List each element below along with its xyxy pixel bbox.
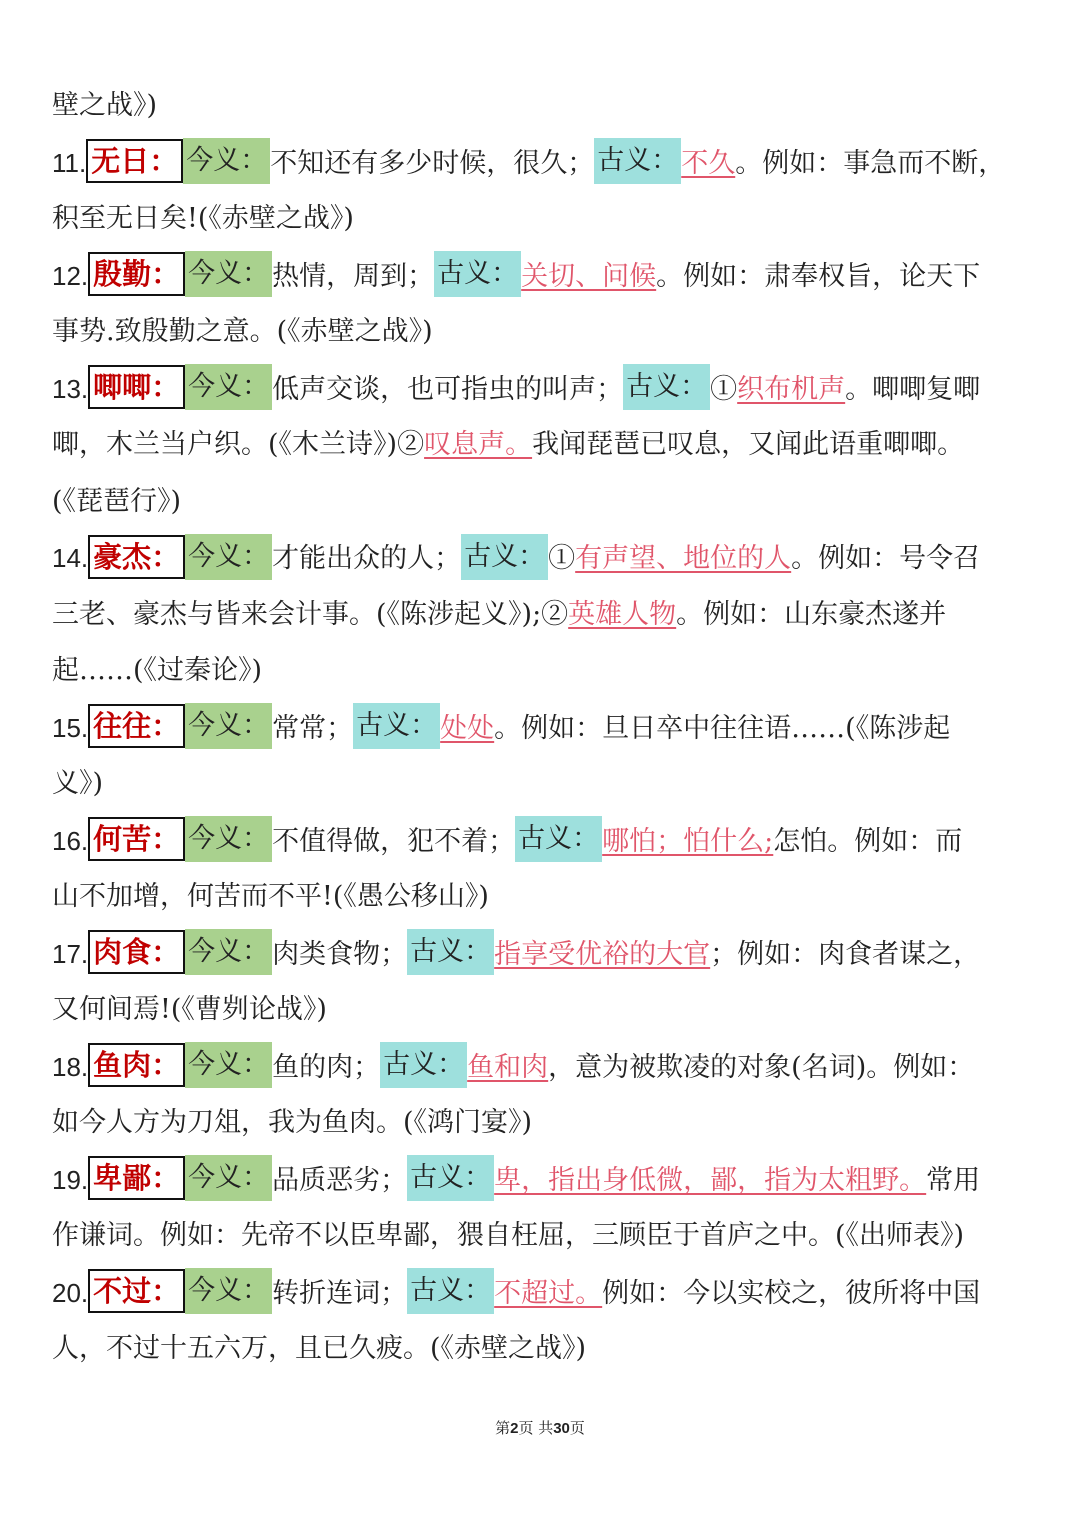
example-text: 。例如：山东豪杰遂并	[676, 598, 947, 630]
ancient-meaning-label: 古义：	[380, 1042, 467, 1088]
entry-20-line-1	[52, 1265, 1037, 1322]
modern-meaning-label: 今义：	[183, 138, 270, 184]
ancient-meaning-highlight: 指享受优裕的大官	[494, 938, 711, 970]
ancient-meaning-highlight: 织布机声	[737, 373, 846, 405]
modern-meaning-label: 今义：	[185, 364, 272, 410]
example-text: 常用	[926, 1164, 981, 1196]
modern-meaning-label: 今义：	[185, 1268, 272, 1314]
modern-meaning: 鱼的肉；	[272, 1051, 381, 1083]
entry-16-line-2: 山不加增，何苦而不平!(《愚公移山》)	[52, 881, 489, 912]
term-box: 鱼肉：	[88, 1043, 185, 1087]
ancient-meaning-highlight: 英雄人物	[568, 598, 677, 630]
ancient-meaning-highlight: 哪怕；怕什么;	[602, 825, 774, 857]
term-box: 何苦：	[88, 817, 185, 861]
ancient-meaning-highlight: 不超过。	[494, 1277, 603, 1309]
modern-meaning: 不值得做，犯不着；	[272, 825, 516, 857]
entry-number: 12.	[52, 260, 89, 291]
entry-number: 17.	[52, 938, 89, 969]
entry-14-line-2	[52, 587, 1037, 644]
entry-14-line-3: 起……(《过秦论》)	[52, 655, 263, 686]
modern-meaning-label: 今义：	[185, 251, 272, 297]
term-box: 唧唧：	[88, 365, 185, 409]
example-text: 。例如：旦日卒中往往语……(《陈涉起	[494, 712, 951, 744]
term-box: 往往：	[88, 704, 185, 748]
ancient-meaning-highlight: 关切、问候	[521, 260, 657, 292]
modern-meaning: 常常；	[272, 712, 354, 744]
ancient-meaning-prefix: ①	[710, 373, 738, 405]
entry-13-line-1	[52, 361, 1037, 418]
ancient-meaning-label: 古义：	[434, 251, 521, 297]
entry-number: 13.	[52, 373, 89, 404]
continuation-line: 壁之战》)	[52, 90, 158, 121]
term-box: 卑鄙：	[88, 1156, 185, 1200]
example-text: 。例如：号令召	[791, 543, 981, 574]
term-box: 无日：	[86, 139, 183, 183]
example-text: 例如：今以实校之，彼所将中国	[602, 1277, 981, 1309]
example-text: 。例如：事急而不断，	[735, 147, 1006, 179]
ancient-meaning-highlight: 卑，指出身低微，鄙，指为太粗野。	[494, 1164, 927, 1196]
ancient-meaning-label: 古义：	[407, 1155, 494, 1201]
modern-meaning: 肉类食物；	[272, 938, 408, 970]
entry-19-line-1	[52, 1152, 1037, 1209]
ancient-meaning-label: 古义：	[461, 534, 548, 580]
entry-14-line-1	[52, 530, 1037, 587]
entry-13-line-2	[52, 417, 1037, 474]
entry-18-line-2: 如今人方为刀俎，我为鱼肉。(《鸿门宴》)	[52, 1107, 533, 1138]
entry-11-line-2: 积至无日矣!(《赤壁之战》)	[52, 203, 354, 234]
entry-number: 18.	[52, 1051, 89, 1082]
modern-meaning-label: 今义：	[185, 1042, 272, 1088]
modern-meaning: 热情，周到；	[272, 260, 435, 292]
ancient-meaning-highlight: 不久	[681, 147, 736, 179]
example-text: 。例如：肃奉权旨，论天下	[656, 260, 981, 292]
modern-meaning-label: 今义：	[185, 816, 272, 862]
term-box: 殷勤：	[88, 252, 185, 296]
ancient-meaning-label: 古义：	[623, 364, 710, 410]
ancient-meaning-highlight: 鱼和肉	[467, 1051, 549, 1083]
document-body	[52, 78, 1037, 1378]
entry-number: 11.	[52, 147, 87, 178]
modern-meaning-label: 今义：	[185, 703, 272, 749]
modern-meaning-label: 今义：	[185, 1155, 272, 1201]
term-box: 豪杰：	[88, 535, 185, 579]
example-text: 唧，木兰当户织。(《木兰诗》)②	[52, 429, 425, 460]
entry-19-line-2: 作谦词。例如：先帝不以臣卑鄙，猥自枉屈，三顾臣于首庐之中。(《出师表》)	[52, 1220, 965, 1251]
entry-12-line-2: 事势.致殷勤之意。(《赤壁之战》)	[52, 316, 433, 347]
modern-meaning-label: 今义：	[185, 929, 272, 975]
entry-13-line-3: (《琵琶行》)	[52, 485, 182, 517]
entry-number: 14.	[52, 543, 89, 573]
example-text: 怎怕。例如：而	[773, 825, 963, 857]
ancient-meaning-highlight: 处处	[440, 712, 495, 744]
example-text: ；例如：肉食者谋之，	[710, 938, 981, 970]
ancient-meaning-label: 古义：	[515, 816, 602, 862]
entry-18-line-1	[52, 1039, 1037, 1096]
entry-15-line-1	[52, 700, 1037, 757]
ancient-meaning-highlight: 叹息声。	[424, 429, 533, 460]
entry-17-line-2: 又何间焉!(《曹刿论战》)	[52, 994, 327, 1025]
modern-meaning: 低声交谈，也可指虫的叫声；	[272, 373, 624, 405]
ancient-meaning-label: 古义：	[407, 1268, 494, 1314]
entry-17-line-1	[52, 926, 1037, 983]
term-box: 肉食：	[88, 930, 185, 974]
entry-number: 20.	[52, 1277, 89, 1308]
footer-suffix: 页	[569, 1419, 585, 1437]
ancient-meaning-label: 古义：	[594, 138, 681, 184]
modern-meaning-label: 今义：	[185, 534, 272, 580]
footer-prefix: 第	[495, 1419, 511, 1437]
ancient-meaning-prefix: ①	[548, 543, 576, 574]
example-text: ，意为被欺凌的对象(名词)。例如：	[548, 1051, 975, 1083]
page-total: 30	[553, 1420, 570, 1437]
entry-15-line-2: 义》)	[52, 768, 104, 799]
entry-16-line-1	[52, 813, 1037, 870]
modern-meaning: 品质恶劣；	[272, 1164, 408, 1196]
entry-number: 16.	[52, 825, 89, 856]
entry-12-line-1	[52, 248, 1037, 305]
example-text: 三老、豪杰与皆来会计事。(《陈涉起义》);②	[52, 598, 569, 630]
modern-meaning: 不知还有多少时候，很久；	[270, 147, 595, 179]
page-footer	[0, 1417, 1080, 1438]
page-number: 2	[510, 1420, 519, 1437]
footer-middle: 页 共	[518, 1419, 554, 1437]
modern-meaning: 转折连词；	[272, 1277, 408, 1309]
ancient-meaning-label: 古义：	[353, 703, 440, 749]
example-text: 。唧唧复唧	[845, 373, 981, 405]
entry-11-line-1	[52, 135, 1037, 192]
ancient-meaning-highlight: 有声望、地位的人	[575, 543, 792, 574]
entry-number: 15.	[52, 712, 89, 743]
modern-meaning: 才能出众的人；	[272, 543, 462, 574]
ancient-meaning-label: 古义：	[407, 929, 494, 975]
entry-number: 19.	[52, 1164, 89, 1195]
example-text: 我闻琵琶已叹息，又闻此语重唧唧。	[532, 429, 965, 460]
entry-20-line-2: 人，不过十五六万，且已久疲。(《赤壁之战》)	[52, 1333, 587, 1364]
term-box: 不过：	[88, 1269, 185, 1313]
